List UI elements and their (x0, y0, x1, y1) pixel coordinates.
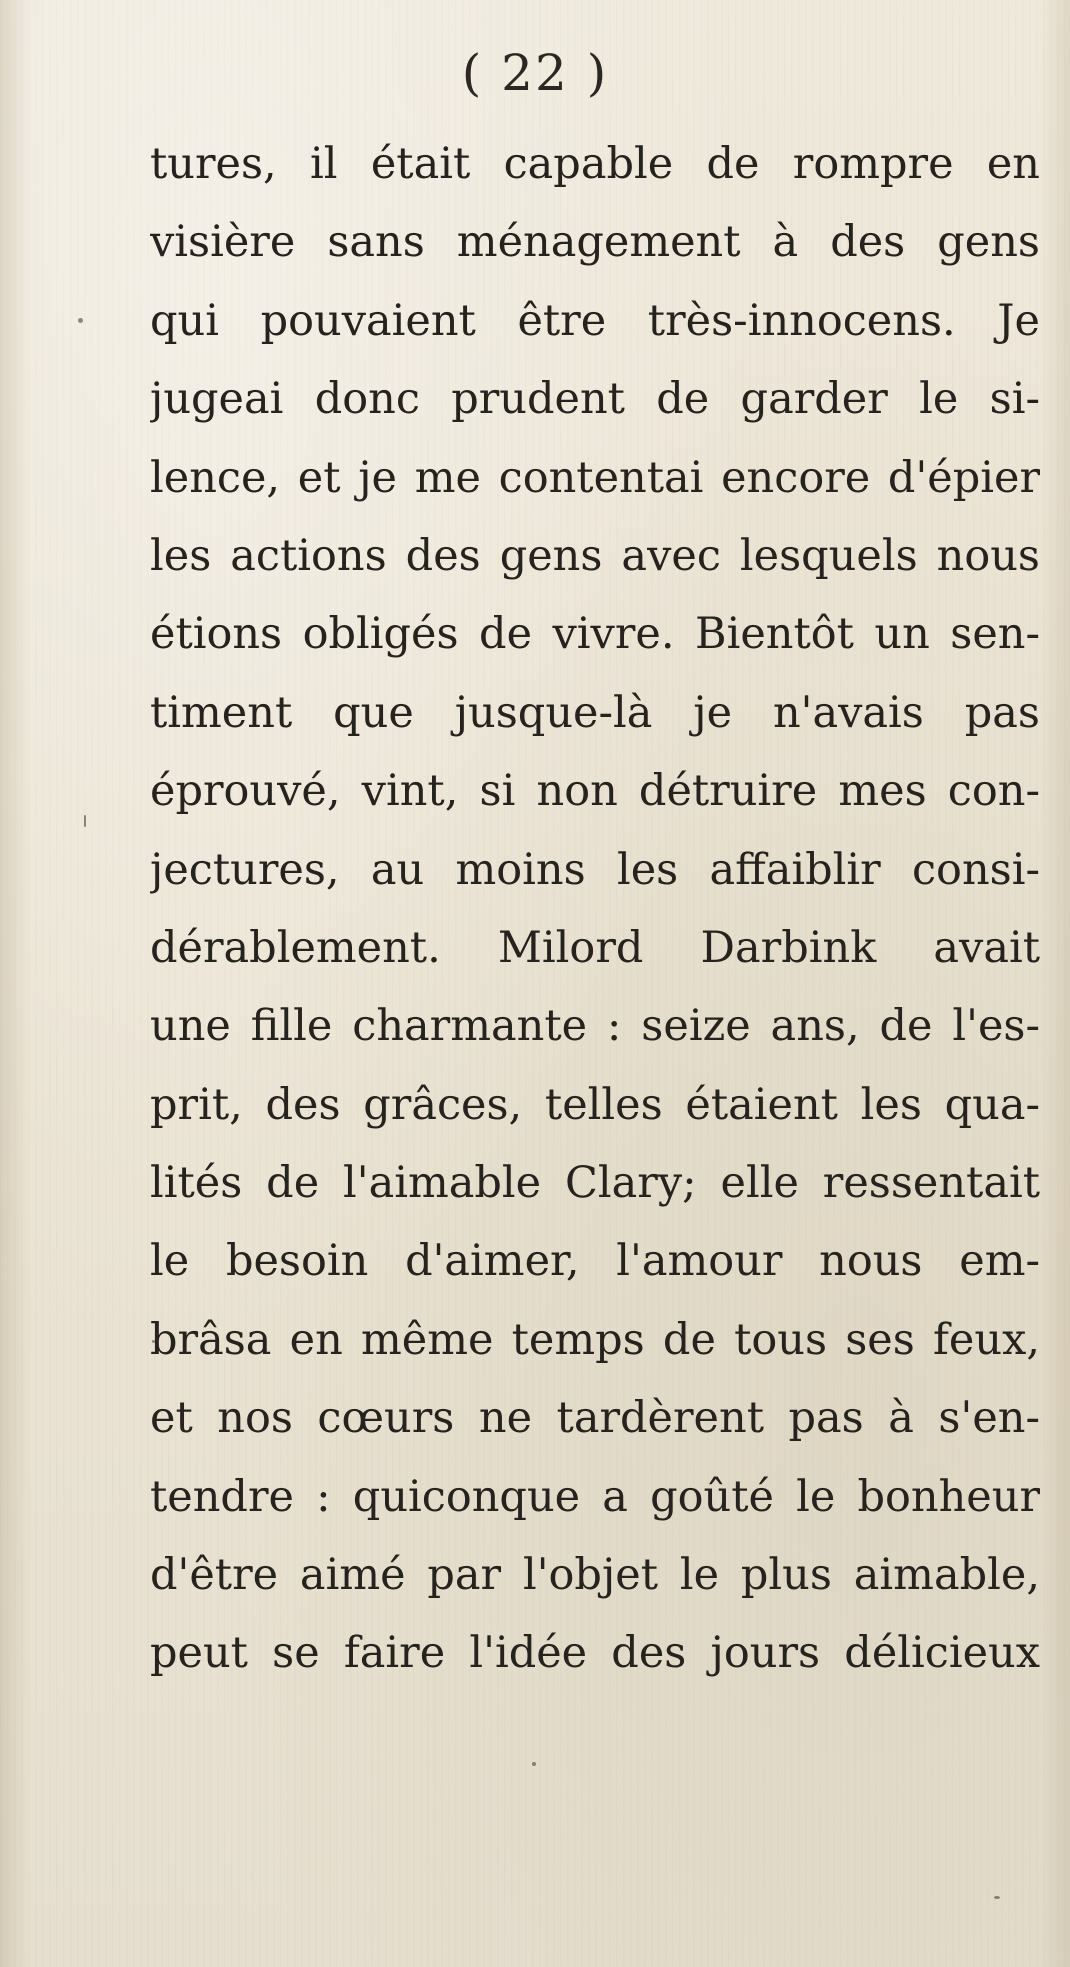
text-line: lités de l'aimable Clary; elle ressentait (150, 1158, 1040, 1209)
page-number: ( 22 ) (461, 44, 609, 102)
text-line: timent que jusque-là je n'avais pas (150, 687, 1040, 738)
text-line: visière sans ménagement à des gens (150, 217, 1040, 268)
text-line: prit, des grâces, telles étaient les qua- (150, 1079, 1040, 1130)
text-line: tures, il était capable de rompre en (150, 139, 1040, 189)
text-line: une fille charmante : seize ans, de l'es- (150, 1001, 1040, 1052)
text-line: les actions des gens avec lesquels nous (150, 530, 1040, 581)
text-line: dérablement. Milord Darbink avait (150, 922, 1040, 973)
page-edge-shadow-left (0, 0, 30, 1967)
text-line: qui pouvaient être très-innocens. Je (150, 295, 1040, 346)
text-line: d'être aimé par l'objet le plus aimable, (150, 1550, 1040, 1601)
text-line: étions obligés de vivre. Bientôt un sen- (150, 609, 1040, 660)
page-edge-shadow-right (1040, 0, 1070, 1967)
paper-speck (532, 1762, 536, 1766)
text-line: éprouvé, vint, si non détruire mes con- (150, 766, 1040, 817)
text-line: tendre : quiconque a goûté le bonheur (150, 1471, 1040, 1522)
text-line: lence, et je me contentai encore d'épier (150, 452, 1040, 503)
paper-speck (994, 1896, 1000, 1899)
text-line: et nos cœurs ne tardèrent pas à s'en- (150, 1393, 1040, 1444)
text-line: peut se faire l'idée des jours délicieux (150, 1628, 1040, 1679)
text-line: jectures, au moins les affaiblir consi- (150, 844, 1040, 895)
text-line: le besoin d'aimer, l'amour nous em- (150, 1236, 1040, 1287)
paper-speck (84, 815, 86, 827)
paper-speck (78, 318, 83, 323)
body-text (150, 125, 1040, 1693)
text-line: jugeai donc prudent de garder le si- (150, 374, 1040, 425)
text-line: brâsa en même temps de tous ses feux, (150, 1314, 1040, 1365)
